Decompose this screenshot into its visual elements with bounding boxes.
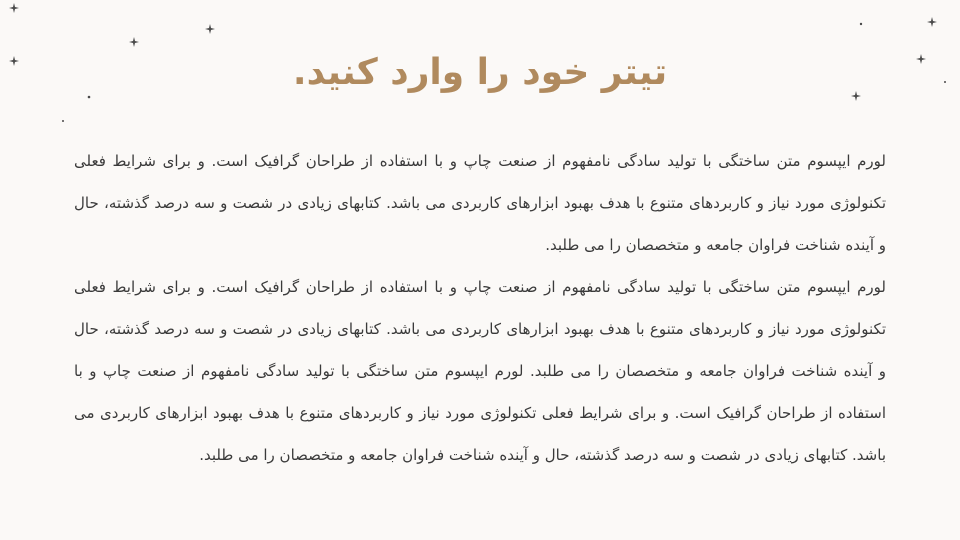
paragraph: لورم ایپسوم متن ساختگی با تولید سادگی نامفهوم از صنعت چاپ و با استفاده از طراحان گرافیک است. و برای شرایط فعلی تکنولوژی مورد نیاز و کاربردهای متنوع با هدف بهبود ابزارهای کاربردی می باشد. کتابهای زیادی در شصت و سه درصد گذشته، حال و آینده شناخت فراوان جامعه و متخصصان را می طلبد. لورم ایپسوم متن ساختگی با تولید سادگی نامفهوم از صنعت چاپ و با استفاده از طراحان گرافیک است. و برای شرایط فعلی تکنولوژی مورد نیاز و کاربردهای متنوع با هدف بهبود ابزارهای کاربردی می باشد. کتابهای زیادی در شصت و سه درصد گذشته، حال و آینده شناخت فراوان جامعه و متخصصان را می طلبد. bbox=[74, 278, 886, 464]
dot-star-icon bbox=[860, 23, 862, 25]
dot-star-icon bbox=[62, 120, 64, 122]
slide-title: تیتر خود را وارد کنید. bbox=[292, 52, 668, 93]
paragraph: لورم ایپسوم متن ساختگی با تولید سادگی نامفهوم از صنعت چاپ و با استفاده از طراحان گرافیک است. و برای شرایط فعلی تکنولوژی مورد نیاز و کاربردهای متنوع با هدف بهبود ابزارهای کاربردی می باشد. کتابهای زیادی در شصت و سه درصد گذشته، حال و آینده شناخت فراوان جامعه و متخصصان را می طلبد. bbox=[74, 152, 886, 254]
sparkle-star-icon bbox=[205, 24, 215, 34]
sparkle-star-icon bbox=[9, 3, 19, 13]
dot-star-icon bbox=[88, 96, 91, 99]
sparkle-star-icon bbox=[927, 17, 937, 27]
sparkle-star-icon bbox=[129, 37, 139, 47]
body-text bbox=[74, 140, 886, 476]
